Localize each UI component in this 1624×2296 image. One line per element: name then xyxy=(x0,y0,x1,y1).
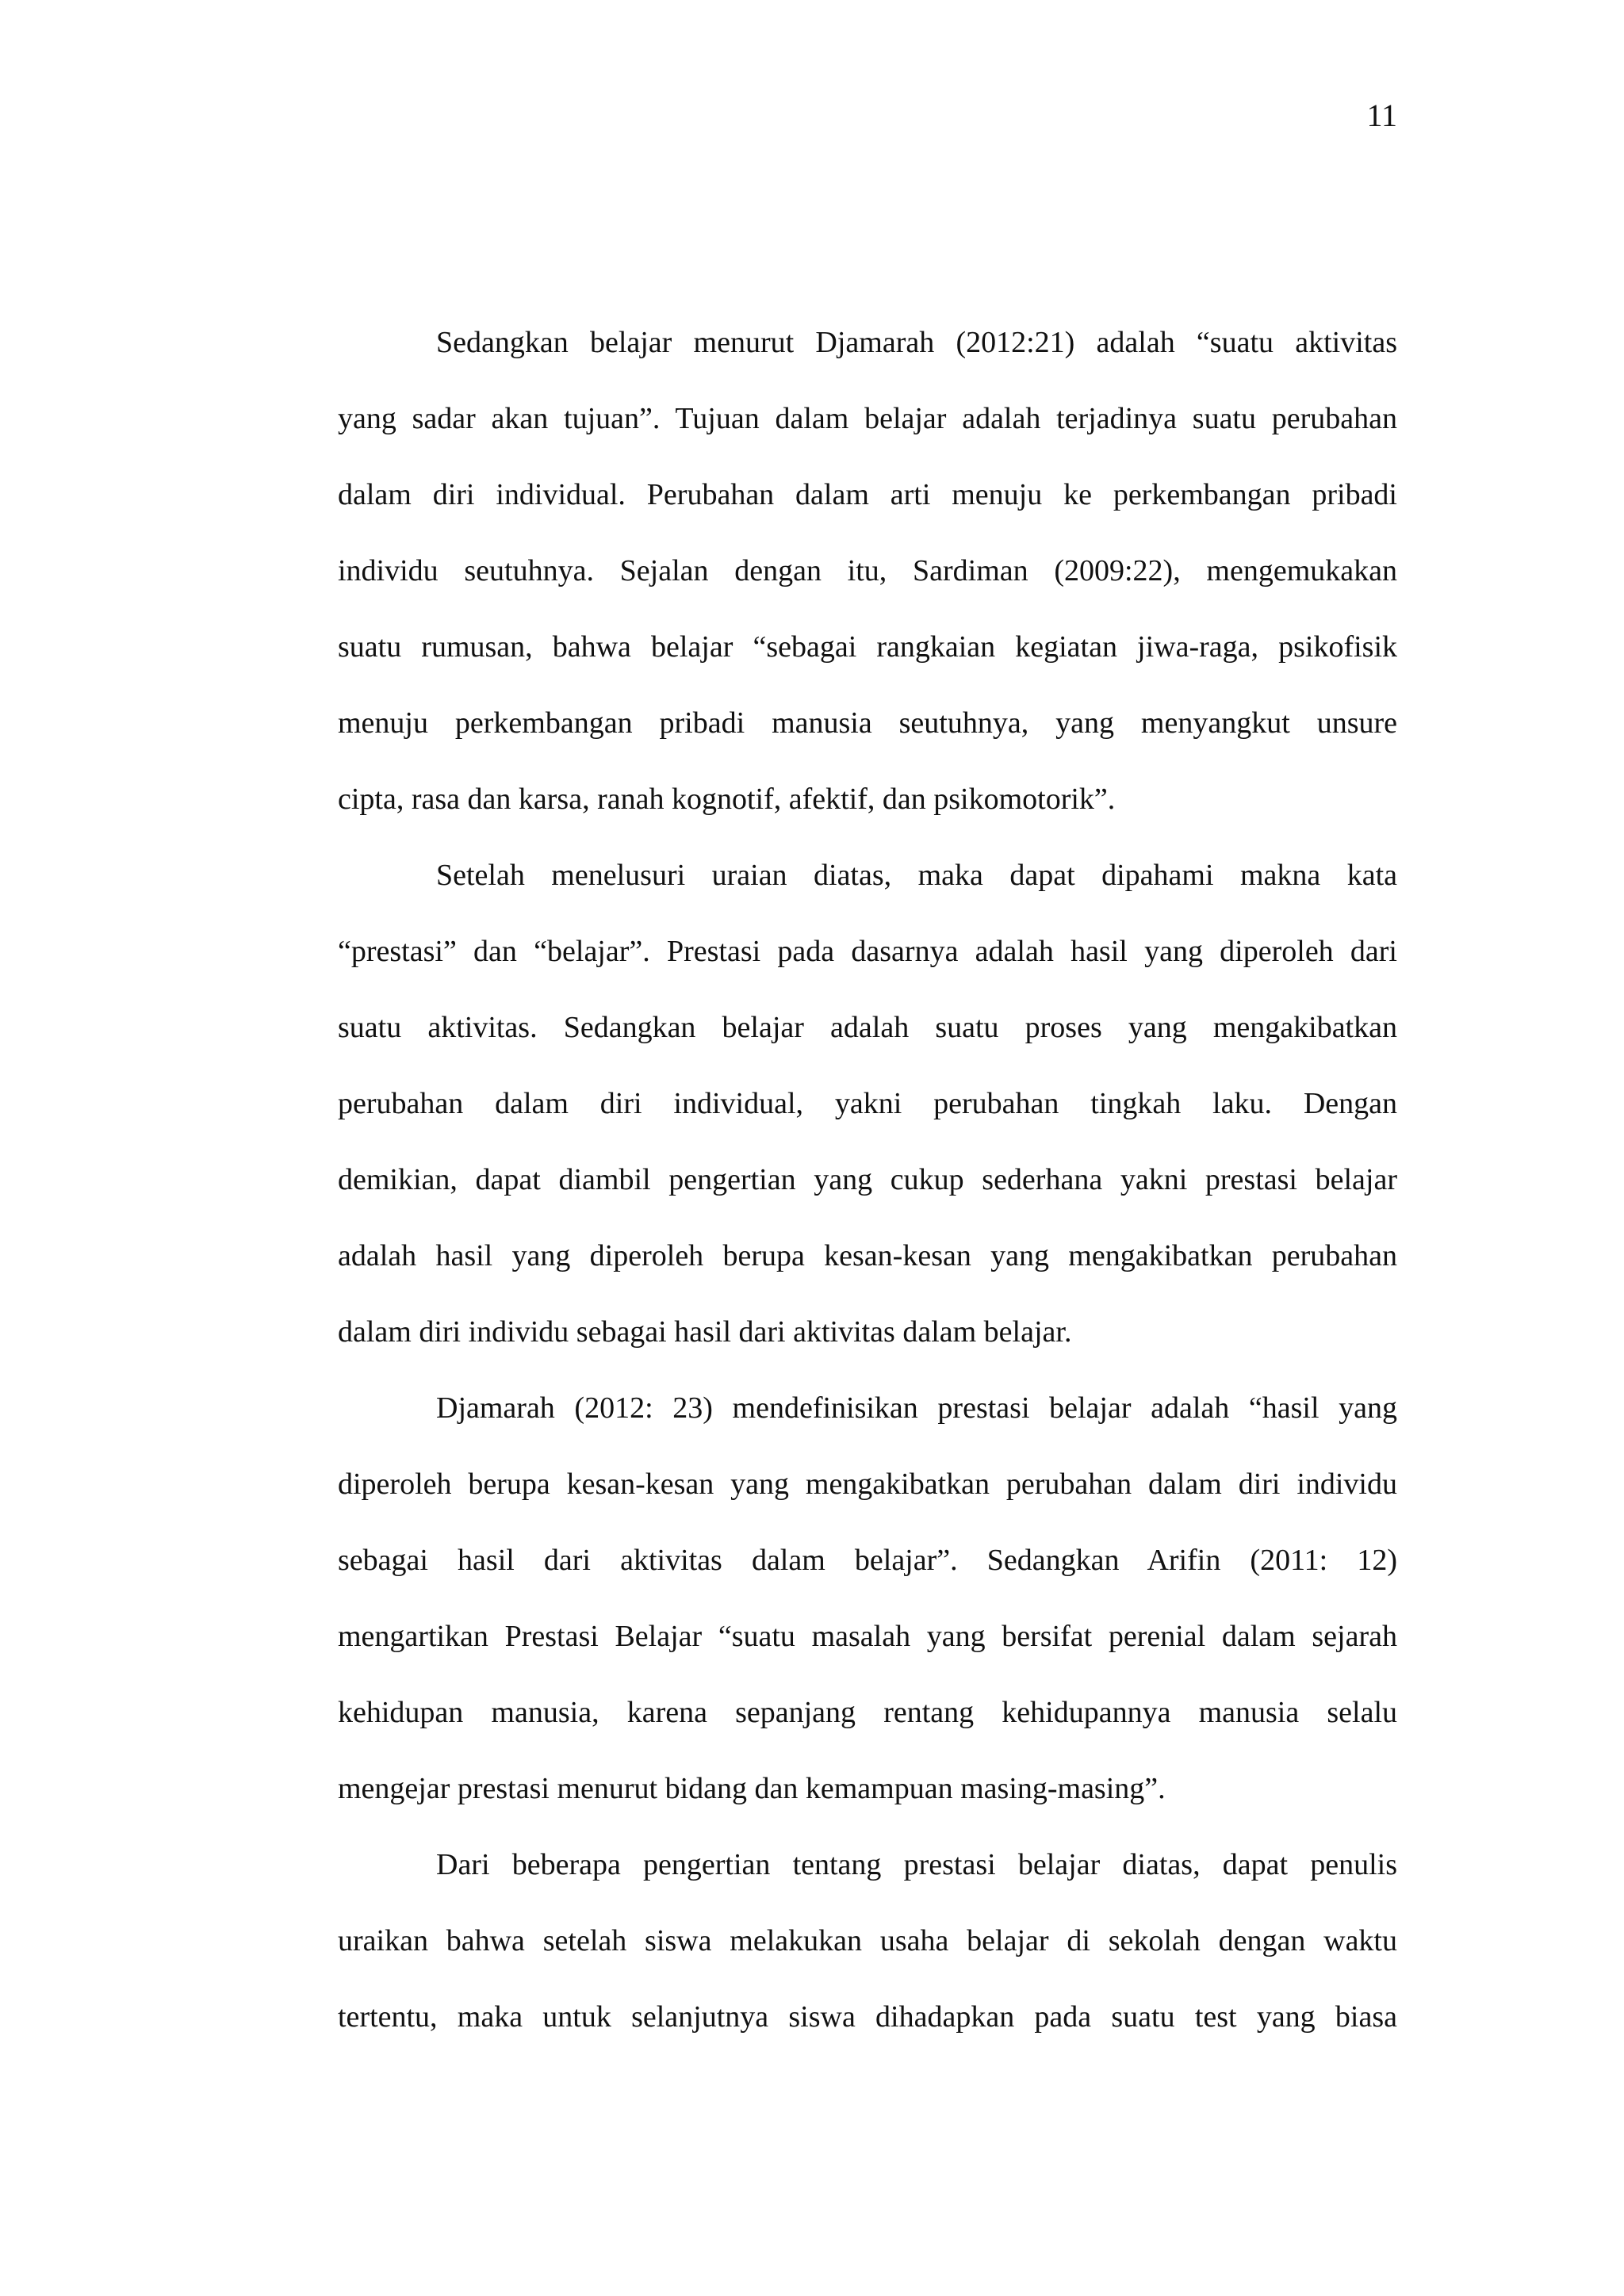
text-line: tertentu, maka untuk selanjutnya siswa dihadapkan pada suatu test yang biasa xyxy=(338,2000,1397,2034)
text-line: suatu aktivitas. Sedangkan belajar adalah suatu proses yang mengakibatkan xyxy=(338,1011,1397,1044)
body-text xyxy=(338,304,1397,2055)
text-line: “prestasi” dan “belajar”. Prestasi pada dasarnya adalah hasil yang diperoleh dari xyxy=(338,935,1397,968)
text-line: sebagai hasil dari aktivitas dalam belajar”. Sedangkan Arifin (2011: 12) xyxy=(338,1544,1397,1577)
text-line: Setelah menelusuri uraian diatas, maka dapat dipahami makna kata xyxy=(436,859,1397,892)
text-line: suatu rumusan, bahwa belajar “sebagai rangkaian kegiatan jiwa-raga, psikofisik xyxy=(338,630,1397,664)
text-line: cipta, rasa dan karsa, ranah kognotif, afektif, dan psikomotorik”. xyxy=(338,783,1116,816)
text-line: mengejar prestasi menurut bidang dan kemampuan masing-masing”. xyxy=(338,1772,1166,1805)
text-line: dalam diri individu sebagai hasil dari aktivitas dalam belajar. xyxy=(338,1315,1072,1349)
text-line: dalam diri individual. Perubahan dalam arti menuju ke perkembangan pribadi xyxy=(338,478,1397,511)
text-line: individu seutuhnya. Sejalan dengan itu, Sardiman (2009:22), mengemukakan xyxy=(338,554,1397,587)
text-line: kehidupan manusia, karena sepanjang rentang kehidupannya manusia selalu xyxy=(338,1696,1397,1729)
paragraph-4 xyxy=(338,1827,1397,2055)
text-line: adalah hasil yang diperoleh berupa kesan-kesan yang mengakibatkan perubahan xyxy=(338,1239,1397,1272)
text-line: perubahan dalam diri individual, yakni perubahan tingkah laku. Dengan xyxy=(338,1087,1397,1120)
text-line: Djamarah (2012: 23) mendefinisikan prestasi belajar adalah “hasil yang xyxy=(436,1391,1397,1425)
text-line: Sedangkan belajar menurut Djamarah (2012:21) adalah “suatu aktivitas xyxy=(436,326,1397,359)
text-line: menuju perkembangan pribadi manusia seutuhnya, yang menyangkut unsure xyxy=(338,706,1397,740)
paragraph-1 xyxy=(338,304,1397,837)
page-number: 11 xyxy=(1366,98,1397,133)
paragraph-3 xyxy=(338,1370,1397,1827)
text-line: Dari beberapa pengertian tentang prestasi belajar diatas, dapat penulis xyxy=(436,1848,1397,1881)
paragraph-2 xyxy=(338,837,1397,1370)
text-line: demikian, dapat diambil pengertian yang cukup sederhana yakni prestasi belajar xyxy=(338,1163,1397,1196)
text-line: diperoleh berupa kesan-kesan yang mengakibatkan perubahan dalam diri individu xyxy=(338,1468,1397,1501)
text-line: uraikan bahwa setelah siswa melakukan usaha belajar di sekolah dengan waktu xyxy=(338,1924,1397,1957)
text-line: mengartikan Prestasi Belajar “suatu masalah yang bersifat perenial dalam sejarah xyxy=(338,1620,1397,1653)
text-line: yang sadar akan tujuan”. Tujuan dalam belajar adalah terjadinya suatu perubahan xyxy=(338,402,1397,435)
